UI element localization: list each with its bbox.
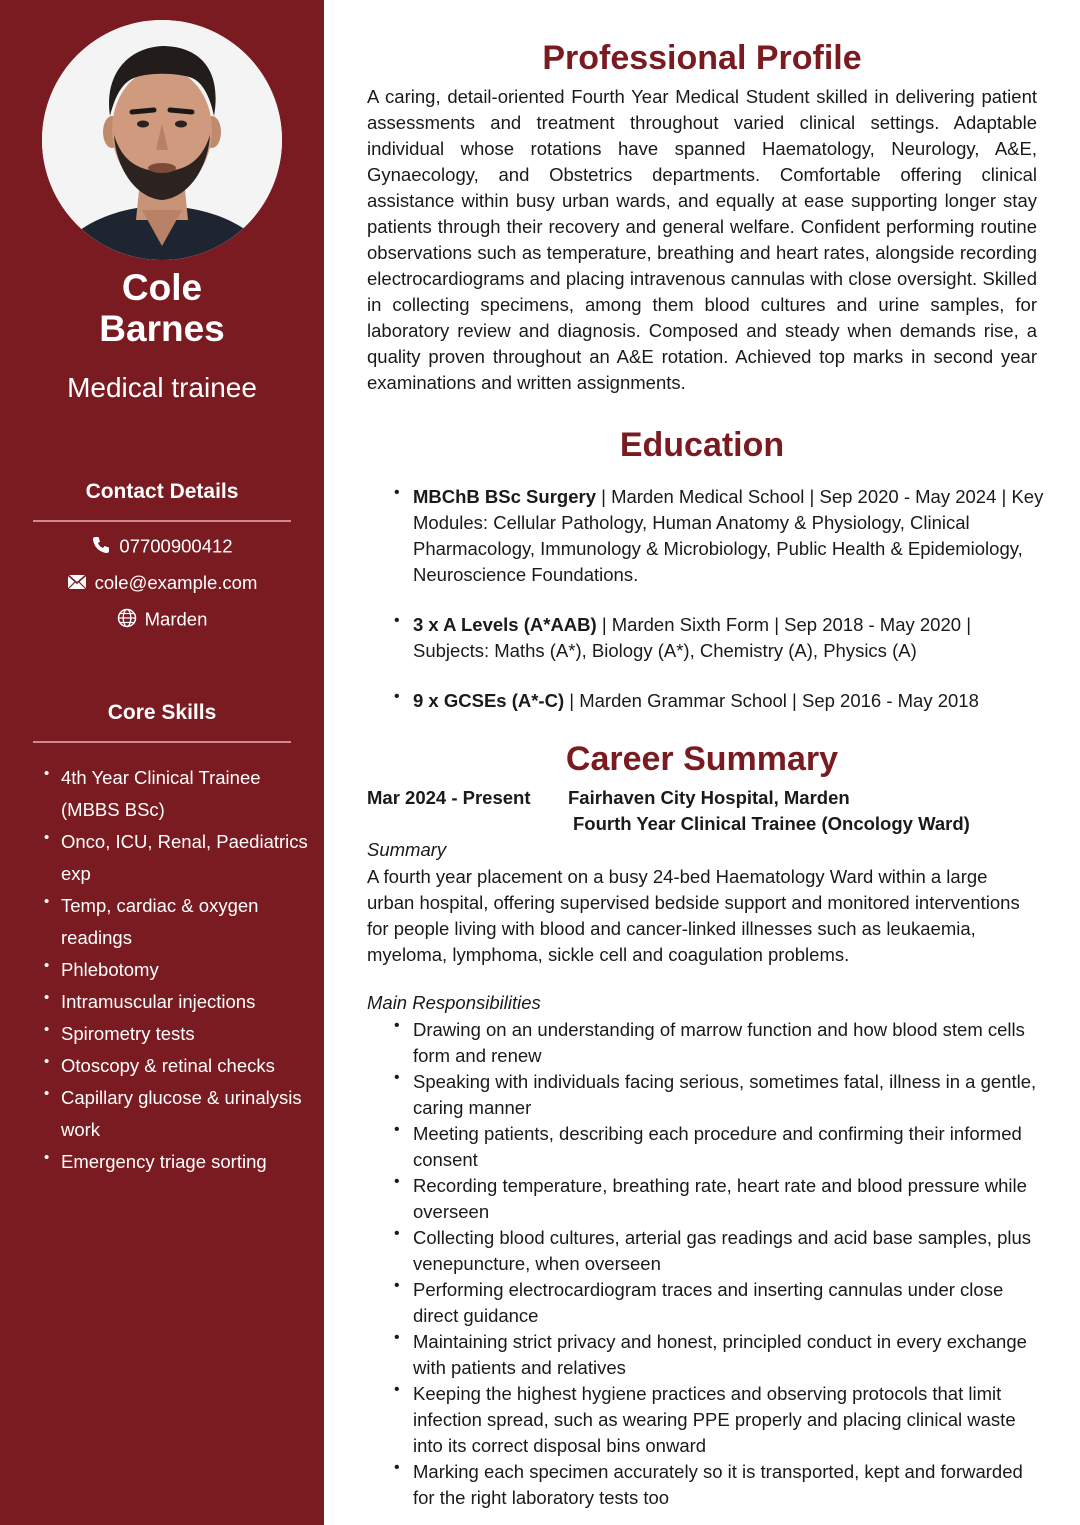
skill-item: • 4th Year Clinical Trainee (MBBS BSc) [44, 762, 314, 826]
skill-item: • Emergency triage sorting [44, 1146, 314, 1178]
job-summary: A fourth year placement on a busy 24-bed Haematology Ward within a large urban hospital, offering supervised bedside support and monitored interventions for people living with blood and cancer-linked illnesses such as leukaemia, myeloma, lymphoma, sickle cell and coagulation problems. [367, 866, 1020, 965]
skill-item: • Otoscopy & retinal checks [44, 1050, 314, 1082]
contact-email [0, 572, 324, 595]
skill-item: • Intramuscular injections [44, 986, 314, 1018]
summary-label: Summary [367, 839, 447, 860]
contact-phone-text: 07700900412 [119, 535, 233, 557]
contact-location [0, 608, 324, 633]
candidate-first-name: Cole [121, 267, 203, 308]
contact-heading: Contact Details [85, 480, 239, 503]
skill-item: • Phlebotomy [44, 954, 314, 986]
responsibilities-label: Main Responsibilities [367, 992, 541, 1013]
portrait-illustration [42, 20, 282, 260]
contact-divider [33, 520, 291, 522]
profile-photo [42, 20, 282, 260]
education-details: | Marden Grammar School | Sep 2016 - May 2018 [564, 690, 979, 711]
profile-heading: Professional Profile [542, 39, 862, 77]
profile-text: A caring, detail-oriented Fourth Year Medical Student skilled in delivering patient assessments and treatment throughout varied clinical settings. Adaptable individual whose rotations have spanned Haematology, Neurology, A&E, Gynaecology, and Obstetrics departments. Comfortable offering clinical assistance within busy urban wards, and equally at ease supporting longer stay patients through their recovery and general welfare. Confident performing routine observations such as temperature, breathing and heart rates, alongside recording electrocardiograms and placing intravenous cannulas with close oversight. Skilled in collecting specimens, among them blood cultures and urine samples, for laboratory review and diagnosis. Composed and steady when demands rise, a quality proven throughout an A&E rotation. Achieved top marks in second year examinations and written assignments. [367, 86, 1037, 393]
contact-location-text: Marden [144, 608, 208, 630]
responsibility-item: • Marking each specimen accurately so it is transported, kept and forwarded for the right laboratory tests too [394, 1459, 1044, 1511]
education-heading: Education [619, 426, 785, 464]
responsibility-item: • Speaking with individuals facing serious, sometimes fatal, illness in a gentle, caring manner [394, 1069, 1044, 1121]
candidate-role: Medical trainee [67, 372, 257, 403]
envelope-icon [67, 573, 87, 595]
education-degree: 9 x GCSEs (A*-C) [413, 690, 565, 711]
career-heading: Career Summary [565, 740, 839, 778]
education-degree: MBChB BSc Surgery [413, 486, 596, 507]
globe-icon [117, 608, 137, 633]
skill-item: • Temp, cardiac & oxygen readings [44, 890, 314, 954]
responsibility-item: • Maintaining strict privacy and honest, principled conduct in every exchange with patients and relatives [394, 1329, 1044, 1381]
responsibilities-list [394, 1017, 1044, 1511]
skills-list [44, 762, 314, 1178]
skills-heading: Core Skills [107, 701, 217, 724]
education-details: | Marden Sixth Form | Sep 2018 - May 2020 | Subjects: Maths (A*), Biology (A*), Chemistry (A), Physics (A) [413, 614, 971, 661]
job-employer: Fairhaven City Hospital, Marden [568, 787, 850, 808]
responsibility-item: • Performing electrocardiogram traces and inserting cannulas under close direct guidance [394, 1277, 1044, 1329]
education-degree: 3 x A Levels (A*AAB) [413, 614, 597, 635]
education-item [394, 612, 1044, 664]
education-item [394, 484, 1044, 588]
skill-item: • Capillary glucose & urinalysis work [44, 1082, 314, 1146]
job-position: Fourth Year Clinical Trainee (Oncology Ward) [573, 813, 970, 834]
skill-item: • Spirometry tests [44, 1018, 314, 1050]
job-dates: Mar 2024 - Present [367, 787, 531, 808]
education-details: | Marden Medical School | Sep 2020 - May 2024 | Key Modules: Cellular Pathology, Human Anatomy & Physiology, Clinical Pharmacology, Immunology & Microbiology, Public Health & Epidemiology, Neuroscience Foundations. [413, 486, 1044, 585]
contact-phone [0, 535, 324, 560]
contact-email-text: cole@example.com [94, 572, 258, 593]
education-list [394, 484, 1044, 738]
responsibility-item: • Collecting blood cultures, arterial gas readings and acid base samples, plus venepuncture, when overseen [394, 1225, 1044, 1277]
responsibility-item: • Recording temperature, breathing rate, heart rate and blood pressure while overseen [394, 1173, 1044, 1225]
candidate-name [0, 267, 324, 349]
responsibility-item: • Keeping the highest hygiene practices and observing protocols that limit infection spread, such as wearing PPE properly and placing clinical waste into its correct disposal bins onward [394, 1381, 1044, 1459]
skills-divider [33, 741, 291, 743]
responsibility-item: • Drawing on an understanding of marrow function and how blood stem cells form and renew [394, 1017, 1044, 1069]
phone-icon [91, 535, 111, 560]
responsibility-item: • Meeting patients, describing each procedure and confirming their informed consent [394, 1121, 1044, 1173]
sidebar [0, 0, 324, 1525]
education-item [394, 688, 1044, 714]
skill-item: • Onco, ICU, Renal, Paediatrics exp [44, 826, 314, 890]
candidate-last-name: Barnes [99, 308, 225, 349]
